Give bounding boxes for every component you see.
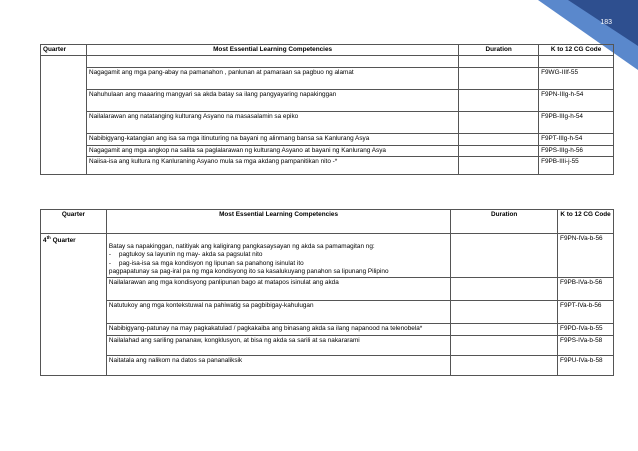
competency-cell bbox=[86, 56, 458, 68]
code-cell: F9PN-IVa-b-56 bbox=[558, 234, 614, 278]
code-cell bbox=[539, 56, 614, 68]
duration-cell bbox=[459, 112, 539, 134]
competency-outro: pagpapatunay sa pag-iral pa ng mga kondisyong ito sa kasalukuyang panahon sa lipunang Pilipino bbox=[108, 267, 389, 275]
code-cell: F9WG-IIIf-55 bbox=[539, 68, 614, 90]
header-duration: Duration bbox=[451, 210, 558, 234]
header-code: K to 12 CG Code bbox=[539, 45, 614, 56]
competency-cell: Nagagamit ang mga pang-abay na pamanahon , panlunan at pamaraan sa pagbuo ng alamat bbox=[86, 68, 458, 90]
page-number: 183 bbox=[600, 19, 612, 26]
header-duration: Duration bbox=[459, 45, 539, 56]
table-row bbox=[41, 355, 614, 375]
duration-cell bbox=[459, 90, 539, 112]
duration-cell bbox=[459, 156, 539, 174]
duration-cell bbox=[459, 68, 539, 90]
duration-cell bbox=[459, 145, 539, 156]
list-item: - pag-isa-isa sa mga kondisyon ng lipunan sa panahong isinulat ito bbox=[109, 260, 448, 268]
header-competencies: Most Essential Learning Competencies bbox=[106, 210, 450, 234]
duration-cell bbox=[451, 278, 558, 301]
duration-cell bbox=[451, 301, 558, 324]
code-cell: F9PN-IIIg-h-54 bbox=[539, 90, 614, 112]
competency-cell: Nabibigyang-katangian ang isa sa mga itinuturing na bayani ng alinmang bansa sa Kanlurang Asya bbox=[86, 134, 458, 145]
table-row bbox=[41, 90, 614, 112]
competency-cell: Nailalarawan ang natatanging kulturang Asyano na masasalamin sa epiko bbox=[86, 112, 458, 134]
code-cell: F9PB-IIIg-h-54 bbox=[539, 112, 614, 134]
competency-intro: Batay sa napakinggan, natitiyak ang kaligirang pangkasaysayan ng akda sa pamamagitan ng: bbox=[108, 243, 375, 250]
duration-cell bbox=[451, 355, 558, 375]
quarter-ordinal: th bbox=[46, 235, 51, 240]
competency-cell: Naiisa-isa ang kultura ng Kanluraning Asyano mula sa mga akdang pampanitikan nito -* bbox=[86, 156, 458, 174]
code-cell: F9PT-IVa-b-56 bbox=[558, 301, 614, 324]
competency-cell: Nailalahad ang sariling pananaw, kongklusyon, at bisa ng akda sa sarili at sa nakararami bbox=[106, 335, 450, 355]
code-cell: F9PS-IVa-b-58 bbox=[558, 335, 614, 355]
competency-bullets bbox=[109, 251, 448, 268]
table-row bbox=[41, 335, 614, 355]
competency-cell: Natutukoy ang mga kontekstuwal na pahiwatig sa pagbibigay-kahulugan bbox=[106, 301, 450, 324]
header-code: K to 12 CG Code bbox=[558, 210, 614, 234]
table-row bbox=[41, 278, 614, 301]
header-competencies: Most Essential Learning Competencies bbox=[86, 45, 458, 56]
table-header-row bbox=[41, 45, 614, 56]
competency-cell: Naitatala ang nalikom na datos sa pananaliksik bbox=[106, 355, 450, 375]
header-quarter: Quarter bbox=[41, 210, 107, 234]
competencies-table-q3 bbox=[40, 44, 614, 175]
table-row bbox=[41, 68, 614, 90]
quarter-word: Quarter bbox=[50, 237, 76, 245]
quarter-number: 4 bbox=[43, 237, 47, 245]
table-row bbox=[41, 156, 614, 174]
table-header-row bbox=[41, 210, 614, 234]
competency-cell bbox=[106, 234, 450, 278]
code-cell: F9PU-IVa-b-58 bbox=[558, 355, 614, 375]
code-cell: F9PS-IIIg-h-56 bbox=[539, 145, 614, 156]
competency-cell: Nabibigyang-patunay na may pagkakatulad / pagkakaiba ang binasang akda sa ilang napanood na telenobela* bbox=[106, 324, 450, 335]
code-cell: F9PB-IVa-b-56 bbox=[558, 278, 614, 301]
table-row bbox=[41, 234, 614, 278]
table-row bbox=[41, 301, 614, 324]
table-row bbox=[41, 145, 614, 156]
code-cell: F9PT-IIIg-h-54 bbox=[539, 134, 614, 145]
list-item: - pagtukoy sa layunin ng may- akda sa pagsulat nito bbox=[109, 251, 448, 259]
quarter-cell bbox=[41, 56, 87, 175]
competency-cell: Nagagamit ang mga angkop na salita sa paglalarawan ng kulturang Asyano at bayani ng Kanlurang Asya bbox=[86, 145, 458, 156]
code-cell: F9PD-IVa-b-55 bbox=[558, 324, 614, 335]
table-row bbox=[41, 134, 614, 145]
duration-cell bbox=[459, 56, 539, 68]
duration-cell bbox=[451, 324, 558, 335]
competencies-table-q4 bbox=[40, 209, 614, 376]
code-cell: F9PB-IIIi-j-55 bbox=[539, 156, 614, 174]
duration-cell bbox=[451, 335, 558, 355]
competency-cell: Nahuhulaan ang maaaring mangyari sa akda batay sa ilang pangyayaring napakinggan bbox=[86, 90, 458, 112]
header-quarter: Quarter bbox=[41, 45, 87, 56]
table-row bbox=[41, 112, 614, 134]
duration-cell bbox=[451, 234, 558, 278]
competency-cell: Nailalarawan ang mga kondisyong panlipunan bago at matapos isinulat ang akda bbox=[106, 278, 450, 301]
duration-cell bbox=[459, 134, 539, 145]
table-row bbox=[41, 56, 614, 68]
table-row bbox=[41, 324, 614, 335]
quarter-cell bbox=[41, 234, 107, 376]
